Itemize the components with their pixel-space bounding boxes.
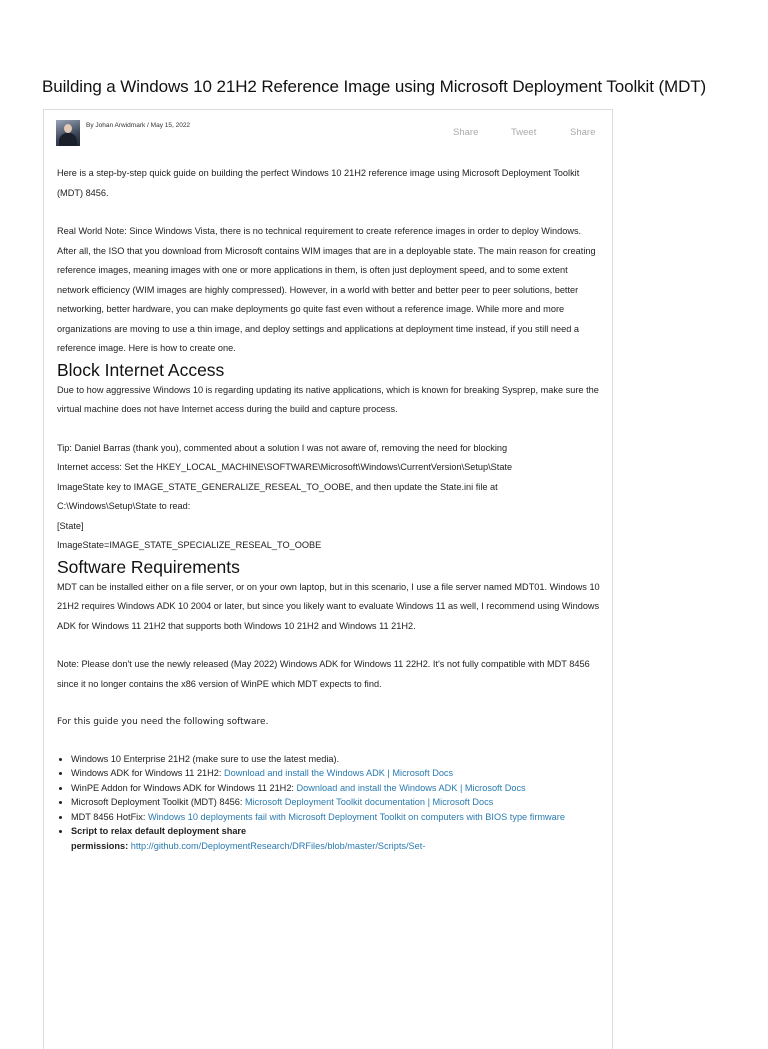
script-link[interactable]: http://github.com/DeploymentResearch/DRFiles/blob/master/Scripts/Set- <box>130 840 426 851</box>
heading-block-internet: Block Internet Access <box>57 359 225 380</box>
share-button[interactable]: Share <box>453 127 479 138</box>
list-item-text: Windows 10 Enterprise 21H2 (make sure to use the latest media). <box>71 753 340 764</box>
list-item-text: MDT 8456 HotFix: <box>71 811 148 822</box>
hotfix-link[interactable]: Windows 10 deployments fail with Microsoft Deployment Toolkit on computers with BIOS type firmware <box>147 811 565 822</box>
list-item <box>71 824 601 853</box>
adk-download-link[interactable]: Download and install the Windows ADK | Microsoft Docs <box>224 768 454 778</box>
software-text: MDT can be installed either on a file server, or on your own laptop, but in this scenario, I use a file server named MDT01. Windows 10 21H2 requires Windows ADK 10 2004 or later, but since you likely want to evaluate Windows 11 as well, I recommend using Windows ADK for Windows 11 21H2 that supports both Windows 10 21H2 and Windows 11 21H2. <box>57 581 600 631</box>
article-body <box>57 164 601 853</box>
byline: By Johan Arwidmark / May 15, 2022 <box>86 122 191 129</box>
share-button-2[interactable]: Share <box>570 127 596 138</box>
page-title: Building a Windows 10 21H2 Reference Image using Microsoft Deployment Toolkit (MDT) <box>42 77 707 96</box>
software-note: Note: Please don't use the newly released (May 2022) Windows ADK for Windows 11 22H2. It's not fully compatible with MDT 8456 since it no longer contains the x86 version of WinPE which MDT expects to find. <box>57 659 590 689</box>
script-label-2: permissions: <box>71 840 131 851</box>
script-label: Script to relax default deployment share <box>71 826 247 836</box>
list-item <box>71 795 601 810</box>
tip-line: Internet access: Set the HKEY_LOCAL_MACHINE\SOFTWARE\Microsoft\Windows\CurrentVersion\Setup\State <box>57 462 513 472</box>
list-item-text: Microsoft Deployment Toolkit (MDT) 8456: <box>71 797 245 807</box>
list-item <box>71 752 601 767</box>
tip-line: [State] <box>57 520 84 531</box>
list-item <box>71 810 601 825</box>
list-item <box>71 781 601 796</box>
intro-paragraph: Here is a step-by-step quick guide on building the perfect Windows 10 21H2 reference image using Microsoft Deployment Toolkit (MDT) 8456. <box>57 168 580 198</box>
heading-software-requirements: Software Requirements <box>57 556 240 577</box>
tip-line: Tip: Daniel Barras (thank you), commented about a solution I was not aware of, removing the need for blocking <box>57 442 508 453</box>
software-list <box>57 752 601 854</box>
tip-line: ImageState key to IMAGE_STATE_GENERALIZE_RESEAL_TO_OOBE, and then update the State.ini file at <box>57 481 498 492</box>
list-item-text: WinPE Addon for Windows ADK for Windows 11 21H2: <box>71 782 297 793</box>
real-world-note: Real World Note: Since Windows Vista, there is no technical requirement to create reference images in order to deploy Windows. After all, the ISO that you download from Microsoft contains WIM images that are in a deployable state. The main reason for creating reference images, meaning images with one or more applications in them, is often just deployment speed, and to some extent network efficiency (WIM images are highly compressed). However, in a world with better and better peer to peer solutions, better networking, better hardware, you can make deployments go quite fast even without a reference image. While more and more organizations are moving to use a thin image, and deploy settings and applications at deployment time instead, if you still need a reference image. Here is how to create one. <box>57 226 596 353</box>
author-avatar[interactable] <box>56 120 80 146</box>
mdt-docs-link[interactable]: Microsoft Deployment Toolkit documentation | Microsoft Docs <box>244 797 494 807</box>
article-card <box>43 109 613 1049</box>
winpe-download-link[interactable]: Download and install the Windows ADK | Microsoft Docs <box>296 782 526 793</box>
list-item <box>71 766 601 781</box>
tip-line: ImageState=IMAGE_STATE_SPECIALIZE_RESEAL_TO_OOBE <box>57 540 322 550</box>
software-list-intro: For this guide you need the following software. <box>57 717 269 727</box>
block-internet-text: Due to how aggressive Windows 10 is regarding updating its native applications, which is known for breaking Sysprep, make sure the virtual machine does not have Internet access during the build and capture process. <box>57 384 599 414</box>
tip-line: C:\Windows\Setup\State to read: <box>57 501 191 511</box>
tip-block <box>57 439 601 556</box>
tweet-button[interactable]: Tweet <box>511 127 537 138</box>
list-item-text: Windows ADK for Windows 11 21H2: <box>71 768 225 778</box>
